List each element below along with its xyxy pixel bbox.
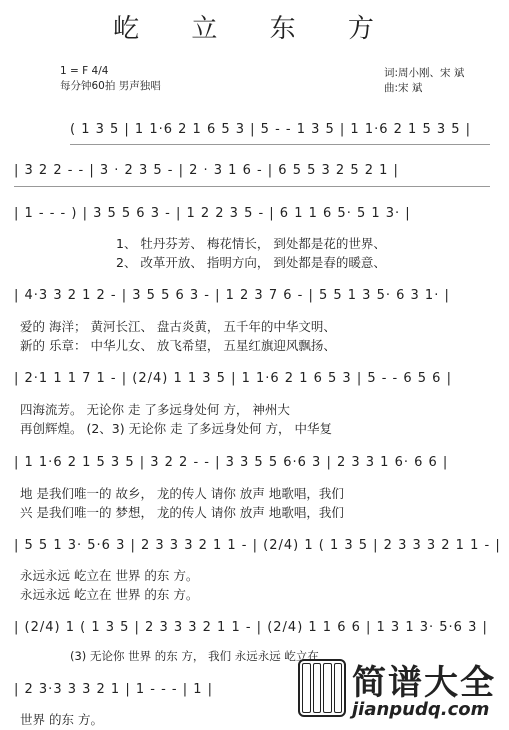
system-divider	[70, 144, 490, 145]
notation-system-6: | 1 1·6 2 1 5 3 5 | 3 2 2 - - | 3 3 5 5 6·6 3 | 2 3 3 1 6· 6 6 |	[14, 455, 449, 470]
watermark-url: jianpudq.com	[352, 699, 490, 720]
key-signature: 1 = F 4/4	[60, 65, 109, 77]
lyrics-verse-2: 新的 乐章： 中华儿女、 放飞希望， 五星红旗迎风飘扬、	[20, 338, 336, 353]
lyrics-verse-3: (3) 无论你 世界 的东 方， 我们 永远永远 屹立在	[70, 649, 319, 663]
lyrics-verse-1: 四海流芳。 无论你 走 了多远身处何 方， 神州大	[20, 402, 290, 417]
lyrics-final: 世界 的东 方。	[20, 712, 103, 727]
notation-system-8: | (2/4) 1 ( 1 3 5 | 2 3 3 3 2 1 1 - | (2/4) 1 1 6 6 | 1 3 1 3· 5·6 3 |	[14, 620, 488, 635]
notation-system-9: | 2 3·3 3 3 2 1 | 1 - - - | 1 |	[14, 682, 214, 697]
composer-credit: 曲:宋 斌	[384, 82, 423, 94]
notation-system-5: | 2·1 1 1 7 1 - | (2/4) 1 1 3 5 | 1 1·6 2 1 6 5 3 | 5 - - 6 5 6 |	[14, 371, 452, 386]
lyrics-verse-2: 再创辉煌。 (2、3) 无论你 走 了多远身处何 方， 中华复	[20, 421, 333, 436]
song-title: 屹 立 东 方	[113, 14, 396, 44]
watermark-title: 简谱大全	[352, 663, 496, 703]
piano-keys-icon	[298, 659, 346, 717]
notation-system-1: ( 1 3 5 | 1 1·6 2 1 6 5 3 | 5 - - 1 3 5 | 1 1·6 2 1 5 3 5 |	[70, 122, 472, 137]
notation-system-2: | 3 2 2 - - | 3 · 2 3 5 - | 2 · 3 1 6 - | 6 5 5 3 2 5 2 1 |	[14, 163, 399, 178]
watermark-logo	[298, 655, 503, 725]
tempo-info: 每分钟60拍 男声独唱	[60, 80, 161, 92]
lyrics-verse-1: 爱的 海洋； 黄河长江、 盘古炎黄， 五千年的中华文明、	[20, 319, 336, 334]
notation-system-7: | 5 5 1 3· 5·6 3 | 2 3 3 3 2 1 1 - | (2/4) 1 ( 1 3 5 | 2 3 3 3 2 1 1 - |	[14, 538, 501, 553]
lyrics-verse-2: 兴 是我们唯一的 梦想， 龙的传人 请你 放声 地歌唱，我们	[20, 505, 344, 520]
lyrics-verse-2: 永远永远 屹立在 世界 的东 方。	[20, 587, 199, 602]
lyrics-verse-1: 1、 牡丹芬芳、 梅花情长， 到处都是花的世界、	[116, 236, 386, 251]
notation-system-3: | 1 - - - ) | 3 5 5 6 3 - | 1 2 2 3 5 - | 6 1 1 6 5· 5 1 3· |	[14, 206, 411, 221]
notation-system-4: | 4·3 3 2 1 2 - | 3 5 5 6 3 - | 1 2 3 7 6 - | 5 5 1 3 5· 6 3 1· |	[14, 288, 450, 303]
lyrics-verse-2: 2、 改革开放、 指明方向， 到处都是春的暖意、	[116, 255, 386, 270]
lyrics-verse-1: 地 是我们唯一的 故乡， 龙的传人 请你 放声 地歌唱，我们	[20, 486, 344, 501]
system-divider	[14, 186, 490, 187]
lyrics-verse-1: 永远永远 屹立在 世界 的东 方。	[20, 568, 199, 583]
lyricist-credit: 词:周小刚、宋 斌	[384, 67, 465, 79]
